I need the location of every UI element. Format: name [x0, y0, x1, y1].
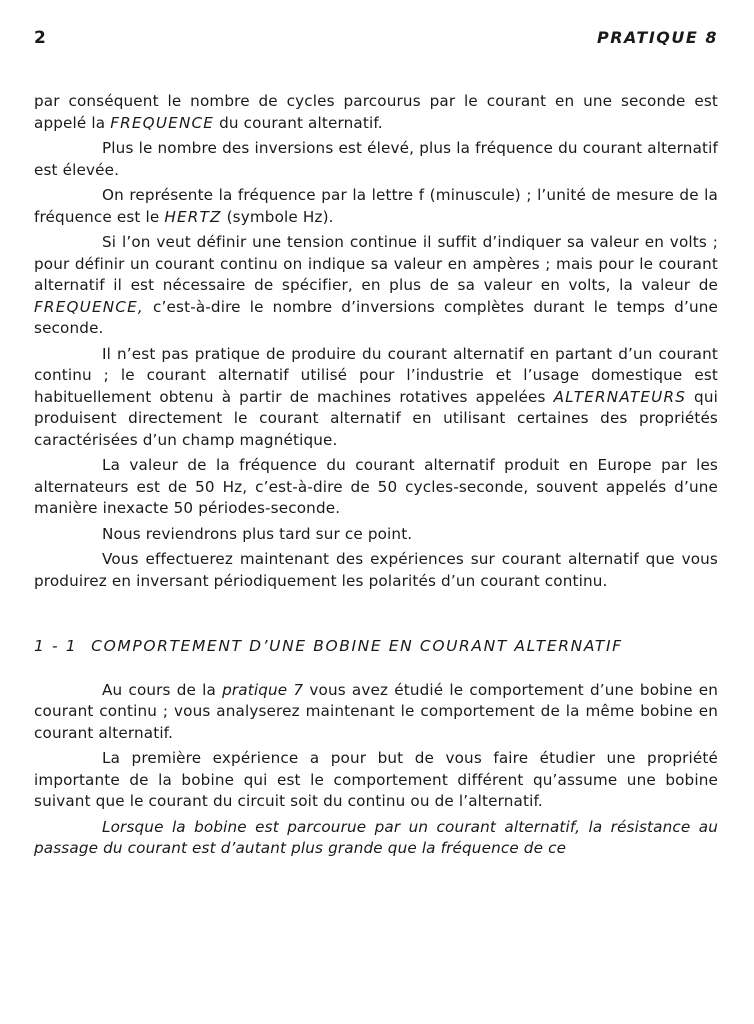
paragraph	[34, 185, 718, 228]
paragraph-text: Vous effectuerez maintenant des expériences sur courant alternatif que vous produirez en inversant périodiquement les polarités d’un courant continu.	[34, 550, 718, 590]
running-title: PRATIQUE 8	[597, 28, 718, 47]
section-title: COMPORTEMENT D’UNE BOBINE EN COURANT ALTERNATIF	[91, 637, 623, 655]
paragraph	[34, 549, 718, 592]
paragraph-text: Lorsque la bobine est parcourue par un courant alternatif, la résistance au passage du courant est d’autant plus grande que la fréquence de ce	[34, 817, 718, 857]
paragraph	[34, 680, 718, 745]
paragraph-text: qui produisent directement le courant alternatif en utilisant certaines des propriétés caractérisées d’un champ magnétique.	[34, 387, 718, 449]
paragraph-text: La valeur de la fréquence du courant alternatif produit en Europe par les alternateurs est de 50 Hz, c’est-à-dire de 50 cycles-seconde, souvent appelés d’une manière inexacte 50 périodes-seconde.	[34, 456, 718, 517]
emphasis-term: FREQUENCE,	[34, 297, 144, 316]
paragraph	[34, 232, 718, 340]
paragraph-text: vous avez étudié le comportement d’une bobine en courant continu ; vous analyserez maintenant le comportement de la même bobine en courant alternatif.	[34, 680, 718, 742]
paragraph-text: Au cours de la	[102, 680, 223, 699]
paragraph	[34, 91, 718, 134]
paragraph-text: Nous reviendrons plus tard sur ce point.	[102, 524, 413, 543]
paragraph	[34, 344, 718, 452]
emphasis-term: HERTZ	[164, 207, 222, 226]
emphasis-term: FREQUENCE	[110, 113, 215, 132]
paragraph	[34, 817, 718, 860]
emphasis-term: ALTERNATEURS	[553, 387, 687, 406]
body-text	[34, 91, 718, 860]
paragraph-text: On représente la fréquence par la lettre f (minuscule) ; l’unité de mesure de la fréquence est le	[34, 186, 718, 226]
paragraph-text: Il n’est pas pratique de produire du courant alternatif en partant d’un courant continu ; le courant alternatif utilisé pour l’industrie et l’usage domestique est habituellement obtenu à partir de machines rotatives appelées	[34, 344, 718, 406]
paragraph-text: La première expérience a pour but de vous faire étudier une propriété importante de la bobine qui est le comportement différent qu’assume une bobine suivant que le courant du circuit soit du continu ou de l’alternatif.	[34, 749, 718, 810]
paragraph	[34, 748, 718, 813]
section-heading	[34, 636, 718, 658]
page-header	[34, 28, 718, 68]
paragraph	[34, 455, 718, 520]
section-number: 1 - 1	[34, 637, 78, 655]
paragraph-text: Plus le nombre des inversions est élevé, plus la fréquence du courant alternatif est élevée.	[34, 139, 718, 179]
emphasis-term: pratique 7	[222, 680, 304, 699]
paragraph	[34, 138, 718, 181]
paragraph-text: c’est-à-dire le nombre d’inversions complètes durant le temps d’une seconde.	[34, 297, 718, 337]
paragraph-text: (symbole Hz).	[221, 207, 334, 226]
paragraph-text: du courant alternatif.	[214, 113, 383, 132]
paragraph-text: Si l’on veut définir une tension continue il suffit d’indiquer sa valeur en volts ; pour définir un courant continu on indique sa valeur en ampères ; mais pour le courant alternatif il est nécessaire de spécifier, en plus de sa valeur en volts, la valeur de	[34, 233, 718, 294]
paragraph-text: par conséquent le nombre de cycles parcourus par le courant en une seconde est appelé la	[34, 92, 718, 132]
paragraph	[34, 524, 718, 546]
page-number: 2	[34, 28, 46, 48]
